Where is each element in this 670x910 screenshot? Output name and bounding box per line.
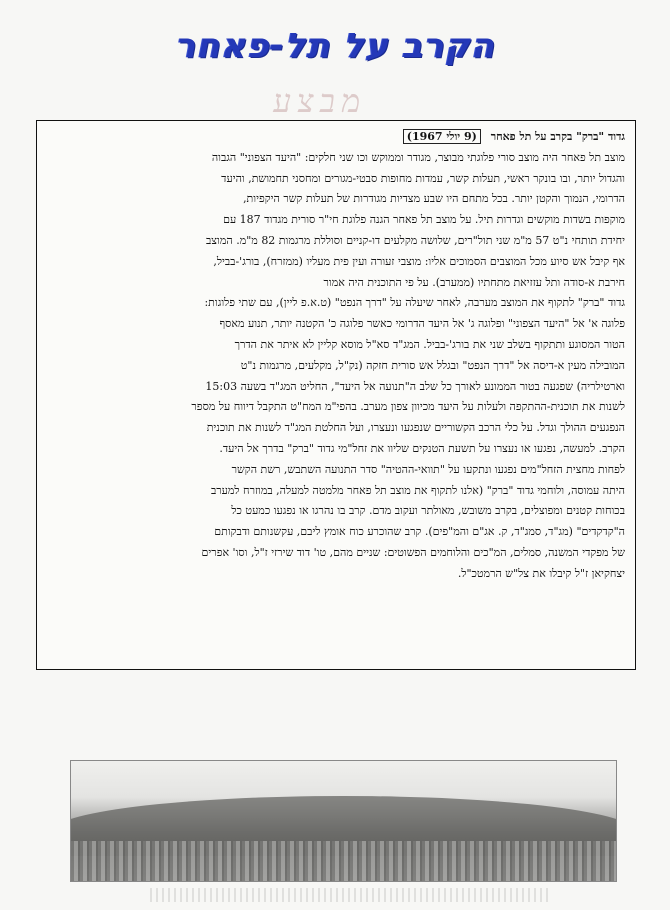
text-line: לשנות את תוכנית-ההתקפה ולעלות על היעד מכיוון צפון מערב. בהפי"מ המח"ט התקבל דיווח על מספר	[191, 400, 625, 414]
text-frame	[36, 120, 636, 670]
heading-text: גדוד "ברק" בקרב על תל פאחר	[490, 130, 625, 143]
text-line: לפחות מחצית הזחל"מים נפגעו ונתקעו על "תוואי-ההטיה" סדר התנועה השתבש, רשת הקשר	[231, 462, 625, 476]
article-heading	[47, 127, 625, 148]
stamp-mark: מבצע	[270, 82, 370, 120]
text-line: הקרב. למעשה, נפגעו או נעצרו על תשעת הטנקים שליוו את זחל"מי גדוד "ברק" בדרך אל היעד.	[219, 441, 625, 455]
page-title: הקרב על תל-פאחר	[174, 26, 496, 66]
article-body	[47, 127, 625, 585]
text-line: גדוד "ברק" לתקוף את המוצב מערבה, לאחר שיעלה על "דרך הנפט" (ט.א.פ ליין), עם שתי פלוגות:	[204, 296, 625, 310]
text-line: הנפגעים ההולך וגדל. על כלי הרכב הקשוריים שנפגעו ונעצרו, ועל החלטת המג"ד לשנות את תוכנית	[206, 421, 625, 435]
text-line: היתה עמוסה, ולוחמי גדוד "ברק" (אלנו לתקוף את מוצב תל פאחר מלמטה למעלה, במוזרח למערב	[210, 483, 625, 497]
text-line: יצחקיאן ז"ל קיבלו את צל"ש הרמטכ"ל.	[457, 566, 625, 580]
text-line: הדרומי, הנמוך והקטן יותר. בכל מתחם היו שבע מצדיות מגודרות של תעלות קשר היקפיות,	[243, 192, 625, 206]
text-line: מוצב תל פאחר היה מוצב סורי פלוגתי מבוצר, מגודר וממוקש וכו שני חלקים: "היעד הצפוני" הגבוה	[211, 150, 625, 164]
text-line: ה"קדקדים" (מג"ד, סמג"ד, ק. אג"ם והמ"פים). קרב שהוכרע כוח אומץ ליבם, עקשנותם ודבקותם	[214, 525, 625, 539]
text-line: יחידת תותחי נ"ט 57 מ"מ שני תול"רים, שלושה מקלעים דו-קניים וסוללת מרגמות 82 מ"מ. המוצב	[205, 233, 625, 247]
text-line: אף קיבל אש סיוע מכל המוצבים הסמוכים אליו: מוצבי זעורה ועין פית מעליו (ממזרח), בורג'-בביל,	[213, 254, 625, 268]
text-line: בכוחות קטנים ומפוצלים, בקרב משובש, מאולתר ועקוב מדם. קרב בו נהרגו או נפגעו כמעט כל	[231, 504, 625, 518]
text-line: המובילה מעין א-דיסה אל "דרך הנפט" ובגלל אש סורית חזקה (נק"ל, מקלעים, מרגמות נ"ט	[240, 358, 625, 372]
text-line: פלוגה א' אל "היעד הצפוני" ופלוגה ג' אל היעד הדרומי כאשר פלוגה כ' הקטנה יותר, תנוע מאסף	[219, 317, 625, 331]
text-line: חירבת א-סודה ותל עזזיאת מתחתיו (ממערב). על פי התוכנית היה אמור	[323, 275, 625, 289]
scan-noise	[150, 888, 550, 902]
landscape-photo	[70, 760, 617, 882]
text-line: הטור המסוגע ותתקוף בשלב שני את בורג'-בביל. המג"ד סא"ל מוסא קליין לא איתר את הדרך	[234, 337, 625, 351]
text-line: והגדול יותר, ובו בונקר ראשי, תעלות קשר, עמדות מחופות סבטי-מגורים ומחסני תחמושת, והיעד	[221, 171, 625, 185]
text-line: מוקפות בשדות מוקשים וגדרות תיל. על מוצב תל פאחר הגנה פלוגת חי"ר סורית מגדוד 187 עם	[223, 213, 625, 227]
ground-texture	[71, 841, 616, 881]
text-line: של מפקדי המשנה, סמלים, המ"כים והלוחמים הפשוטים: שניים מהם, טו' דוד שירזי ז"ל, וסו' אפרים	[201, 545, 625, 559]
faint-bleed-through	[390, 688, 550, 728]
text-line: וארטילריה) שפגעה בטור הממונע לאורך כל שלב ה"תנועה אל היעד", החליט המג"ד בשעה 15:03	[205, 379, 625, 393]
heading-date: (9 יולי 1967)	[403, 129, 481, 144]
